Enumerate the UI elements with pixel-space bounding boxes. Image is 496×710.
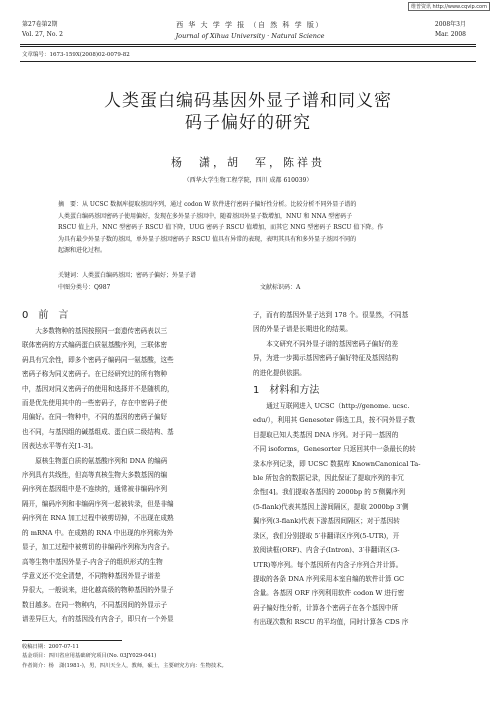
journal-name-cn: 西 华 大 学 学 报 （自 然 科 学 版） xyxy=(176,21,324,29)
text-line: 因表达水平等有关[1-3]。 xyxy=(22,442,98,451)
text-line: 显子，加工过程中被剪切的非编码序列称为内含子。 xyxy=(22,543,174,552)
volume-en: Vol. 27, No. 2 xyxy=(22,31,63,38)
text-line: 原核生物蛋白质的氨基酸序列和 DNA 的编码 xyxy=(35,456,168,465)
text-line: 通过互联网进入 UCSC（http://genome. ucsc. xyxy=(266,402,410,411)
keywords: 关键词：人类蛋白编码基因；密码子偏好；外显子谱 xyxy=(58,272,197,279)
text-line: 码序列在 RNA 加工过程中被剪切掉，不出现在成熟 xyxy=(22,514,174,523)
text-line: 序列具有共线性，但高等真核生物大多数基因的编 xyxy=(22,471,168,480)
text-line: 的 mRNA 中。在成熟的 RNA 中出现的序列称为外 xyxy=(22,528,174,537)
title-line-1: 人类蛋白编码基因外显子谱和同义密 xyxy=(104,91,392,111)
text-line: 用偏好。在同一物种中，不同的基因的密码子偏好 xyxy=(22,413,168,422)
footnote-rule xyxy=(22,640,122,641)
text-line: 码子偏好性分析，计算各个密码子在各个基因中所 xyxy=(253,603,399,612)
affiliation: （西华大学生物工程学院，四川 成都 610039） xyxy=(183,177,313,184)
text-line: 子，而有的基因外显子达到 178 个。很显然，不同基 xyxy=(253,311,409,319)
fund-info: 基金项目：四川省应用基础研究项目(No. 03JY029-041) xyxy=(22,653,157,660)
text-line: 异很大，一般说来，进化越高级的物种基因的外显子 xyxy=(22,586,174,595)
text-line: 本文研究不同外显子谱的基因密码子偏好的差 xyxy=(266,339,399,348)
text-line: 录本序列记录，即 UCSC 数据库 KnownCanonical Ta- xyxy=(253,459,421,468)
text-line: 数目越多。在同一物种内，不同基因间的外显示子 xyxy=(22,600,168,609)
methods-paragraph-1 xyxy=(253,399,475,630)
text-line: 码具有冗余性，即多个密码子编码同一氨基酸，这些 xyxy=(22,355,174,364)
received-date: 收稿日期：2007-07-11 xyxy=(22,644,80,650)
intro-paragraph-1 xyxy=(22,324,244,454)
text-line: UTR)等序列。每个基因所有内含子序列合并计算。 xyxy=(253,560,403,569)
document-code: 文献标识码：A xyxy=(260,284,301,291)
abstract-line: 人类蛋白编码基因密码子使用偏好，发现在多外显子基因中，随着基因外显子数增加，NNU 和 NNA 型密码子 xyxy=(58,212,353,220)
text-line: 含量。各基因 ORF 序列利用软件 codon W 进行密 xyxy=(253,589,405,598)
text-line: ble 所包含的数据记录，因此保证了提取序列的非冗 xyxy=(253,474,404,483)
journal-name xyxy=(140,20,360,42)
text-line: 异，为进一步揭示基因密码子偏好特征及基因结构 xyxy=(253,354,399,363)
text-line: 高等生物中基因外显子-内含子的组织形式的生物 xyxy=(22,557,163,566)
date-en: Mar. 2008 xyxy=(434,31,466,38)
abstract xyxy=(58,199,446,257)
text-line: 翼序列(3-flank)代表下游基因间隔区；对于基因转 xyxy=(253,517,400,526)
text-line: 录区，我们分别提取 5′非翻译区序列(5-UTR)，开 xyxy=(253,531,400,540)
text-line: 因的外显子谱是长期进化的结果。 xyxy=(253,325,352,334)
journal-date xyxy=(435,20,466,40)
section-heading-intro: 0 前 言 xyxy=(22,310,69,321)
text-line: 学意义还不完全清楚，不同物种基因外显子谱差 xyxy=(22,571,161,580)
text-line: 密码子称为同义密码子。在已经研究过的所有物种 xyxy=(22,370,168,379)
footnote xyxy=(22,643,482,671)
text-line: 大多数物种的基因按照同一套遗传密码表以三 xyxy=(35,327,168,335)
text-line: 余性[4]。我们提取各基因的 2000bp 的 5′侧翼序列 xyxy=(253,488,406,497)
header-rule-thin xyxy=(20,46,476,47)
intro-paragraph-continued xyxy=(253,308,475,337)
text-line: 联体密码的方式编码蛋白质氨基酸序列，三联体密 xyxy=(22,341,168,350)
text-line: 提取的各条 DNA 序列采用本室自编的软件计算 GC xyxy=(253,574,405,583)
title-line-2: 码子偏好的研究 xyxy=(185,113,311,133)
journal-name-en: Journal of Xihua University · Natural Science xyxy=(175,32,325,40)
abstract-line: RSCU 值上升，NNC 型密码子 RSCU 值下降，UUG 密码子 RSCU 值增加，而其它 NNG 型密码子 RSCU 值下降。作 xyxy=(58,224,384,232)
text-line: 也不同，与基因组的碱基组成、蛋白质二级结构、基 xyxy=(22,427,174,436)
intro-paragraph-2 xyxy=(22,454,244,627)
text-line: 的进化提供依据。 xyxy=(253,368,306,377)
abstract-line: 为具有最少外显子数的基因，单外显子基因密码子 RSCU 值具有异常的表现，表明其具有和多外显子基因不同的 xyxy=(58,235,357,243)
text-line: edu/），利用其 Genesoter 筛选工具，按不同外显子数 xyxy=(253,416,415,425)
article-rule xyxy=(20,61,476,62)
article-number: 文章编号：1673-159X(2008)02-0079-82 xyxy=(22,52,130,58)
text-line: 码序列在基因组中是不连续的，通常被非编码序列 xyxy=(22,485,168,494)
text-line: 不同 isoforms，Genesorter 只返回其中一条最长的转 xyxy=(253,445,416,454)
volume-cn: 第27卷第2期 xyxy=(22,21,58,28)
clc-number: 中图分类号：Q987 xyxy=(58,284,111,291)
section-heading-methods: 1 材料和方法 xyxy=(253,385,320,397)
text-line: 放阅读框(ORF)、内含子(Intron)、3′非翻译区(3- xyxy=(253,546,400,555)
text-line: 而是优先使用其中的一些密码子，存在中密码子使 xyxy=(22,399,168,408)
abstract-line: 起源和进化过程。 xyxy=(58,247,107,255)
source-stamp: 维普资讯 http://www.cqvip.com xyxy=(408,2,490,11)
text-line: 中，基因对同义密码子的使用和选择并不是随机的， xyxy=(22,384,174,393)
journal-volume xyxy=(22,20,63,40)
left-column xyxy=(22,308,244,627)
header-rule xyxy=(20,44,476,45)
right-column xyxy=(253,308,475,630)
text-line: 有出现次数和 RSCU 的平均值，同时计算各 CDS 序 xyxy=(253,618,409,627)
text-line: 隔开，编码序列和非编码序列一起被转录，但是非编 xyxy=(22,499,174,508)
text-line: (5-flank)代表其基因上游间隔区，提取 2000bp 3′侧 xyxy=(253,502,409,511)
paper-title xyxy=(40,90,456,134)
text-line: 谱差异巨大，有的基因没有内含子，即只有一个外显 xyxy=(22,615,174,624)
text-line: 目提取已知人类基因 DNA 序列。对于同一基因的 xyxy=(253,430,399,439)
date-cn: 2008年3月 xyxy=(434,21,466,28)
author-bio: 作者简介：杨 潇(1981-)，男，四川天全人，教师，硕士，主要研究方向：生物技术。 xyxy=(22,662,227,669)
abstract-line: 摘 要：从 UCSC 数据库提取基因序列，通过 codon W 软件进行密码子偏好性分析。比较分析不同外显子谱的 xyxy=(58,201,357,208)
intro-paragraph-3 xyxy=(253,337,475,380)
authors: 杨 潇，胡 军，陈祥贵 xyxy=(171,156,325,169)
